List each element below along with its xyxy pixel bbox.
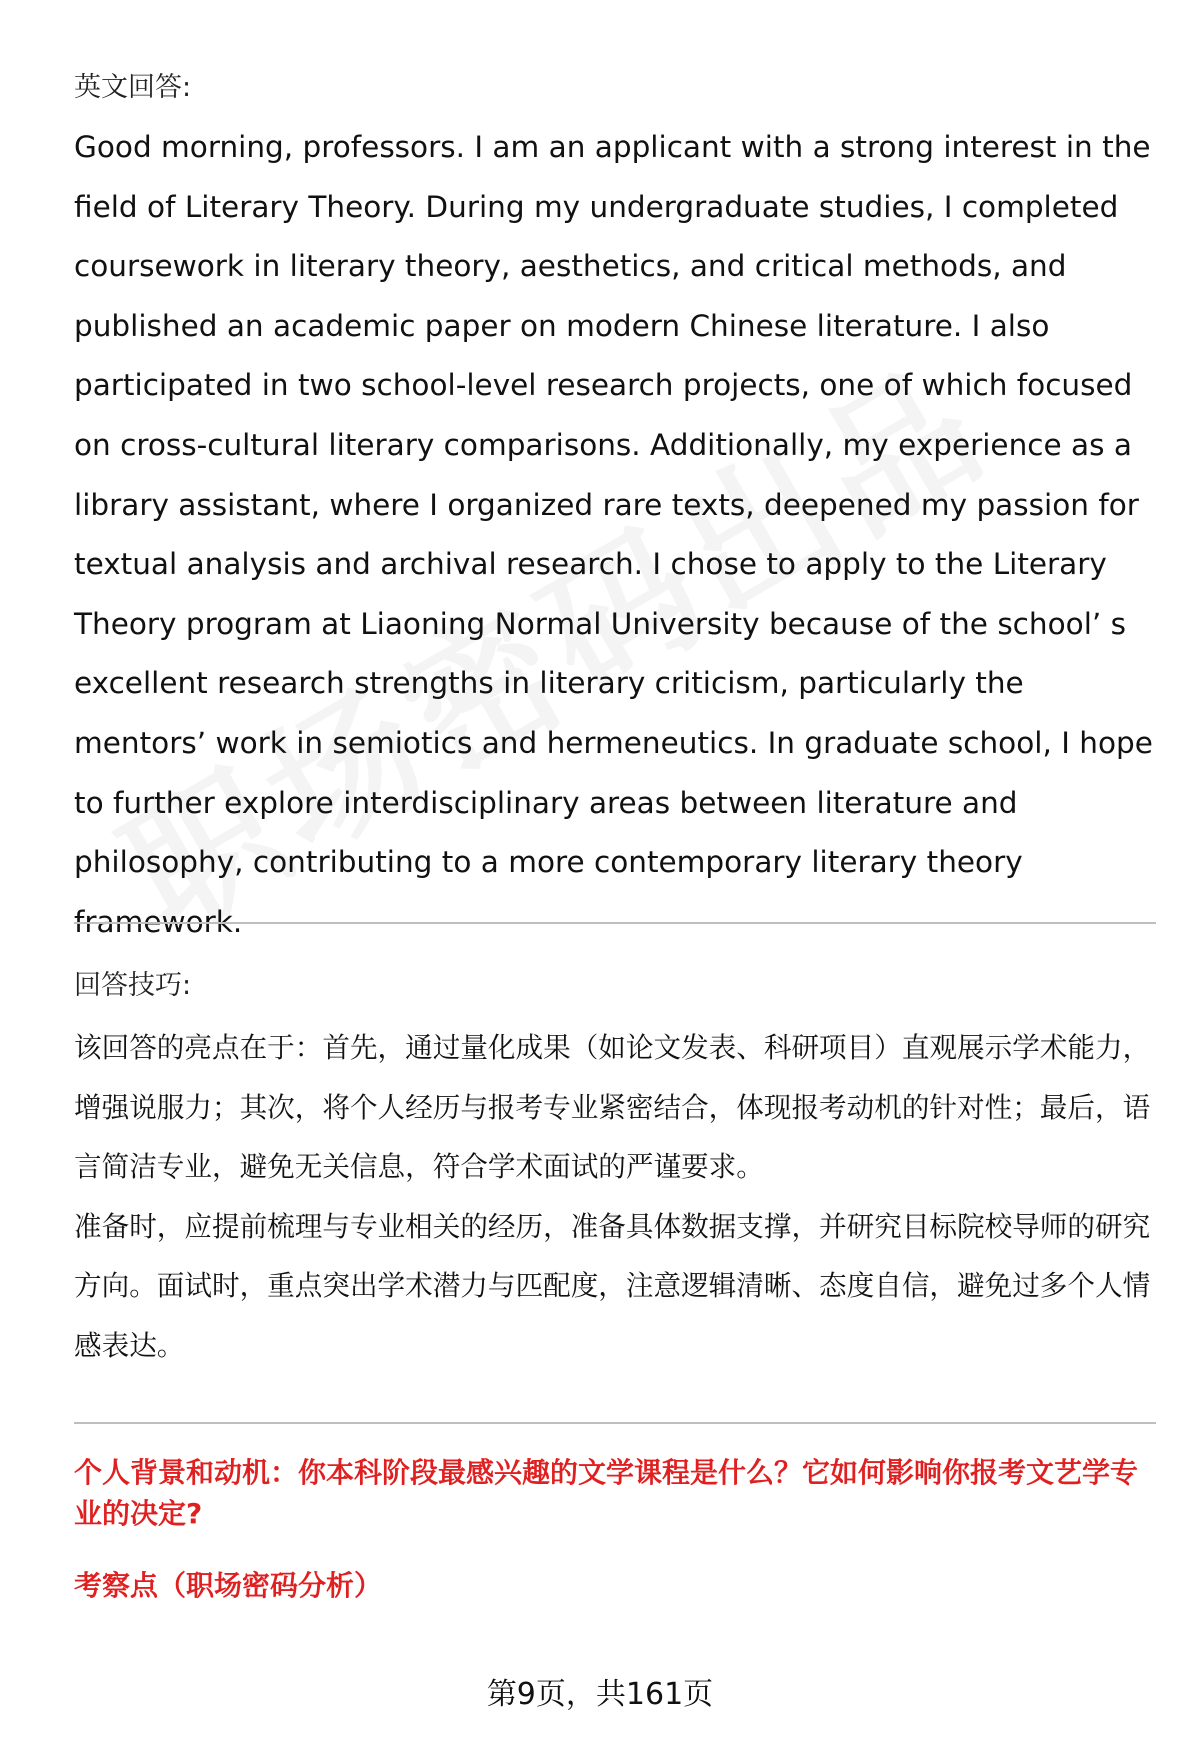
question-heading: 个人背景和动机：你本科阶段最感兴趣的文学课程是什么？它如何影响你报考文艺学专业的决定? — [74, 1456, 1139, 1530]
section-divider — [74, 1422, 1156, 1424]
english-answer-text: Good morning, professors. I am an applicant with a strong interest in the field of Literary Theory. During my undergraduate studies, I completed coursework in literary theory, aesthetics, and critical methods, and published an academic paper on modern Chinese literature. I also participated in two school-level research projects, one of which focused on cross-cultural literary comparisons. Additionally, my experience as a library assistant, where I organized rare texts, deepened my passion for textual analysis and archival research. I chose to apply to the Literary Theory program at Liaoning Normal University because of the school’ s excellent research strengths in literary criticism, particularly the mentors’ work in semiotics and hermeneutics. In graduate school, I hope to further explore interdisciplinary areas between literature and philosophy, contributing to a more contemporary literary theory framework. — [74, 130, 1153, 939]
tips-paragraph: 准备时，应提前梳理与专业相关的经历，准备具体数据支撑，并研究目标院校导师的研究方向。面试时，重点突出学术潜力与匹配度，注意逻辑清晰、态度自信，避免过多个人情感表达。 — [74, 1209, 1151, 1362]
page-number: 第9页，共161页 — [486, 1677, 714, 1712]
answer-section-label: 英文回答: — [74, 72, 192, 103]
section-divider — [74, 922, 1156, 924]
analysis-subheading: 考察点（职场密码分析） — [74, 1569, 383, 1602]
tips-paragraph: 该回答的亮点在于：首先，通过量化成果（如论文发表、科研项目）直观展示学术能力，增强说服力；其次，将个人经历与报考专业紧密结合，体现报考动机的针对性；最后，语言简洁专业，避免无关信息，符合学术面试的严谨要求。 — [74, 1031, 1151, 1184]
tips-section-label: 回答技巧: — [74, 970, 192, 1001]
tips-body — [74, 1018, 1156, 1376]
